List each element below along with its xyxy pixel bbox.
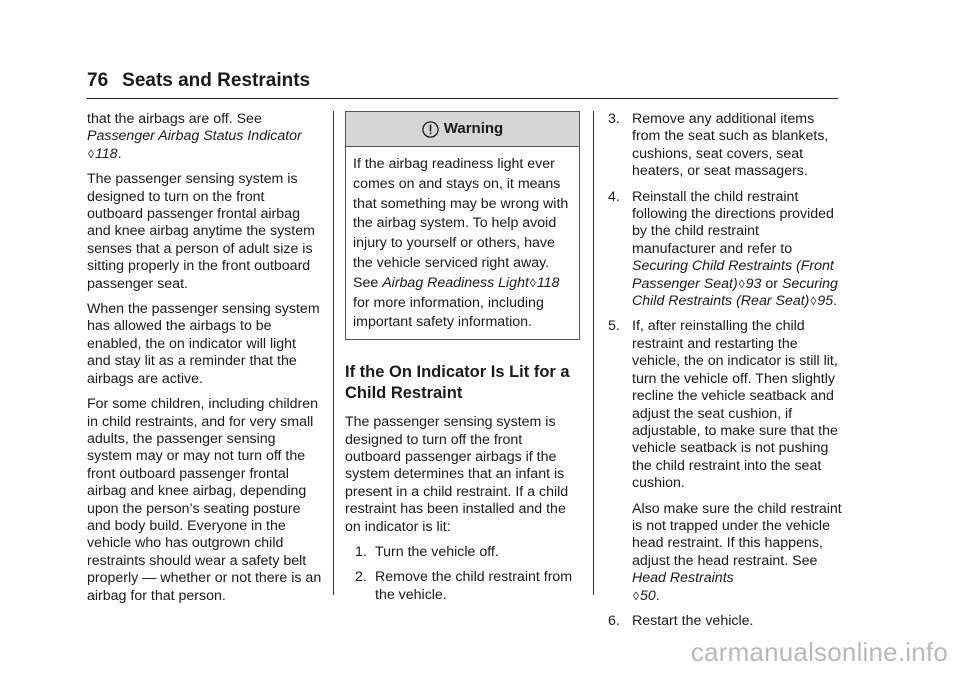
xref-airbag-readiness-light[interactable]: Airbag Readiness Light xyxy=(382,274,529,291)
warning-title: Warning xyxy=(443,120,504,138)
page-ref-number[interactable]: 50 xyxy=(639,587,656,604)
page-ref-icon: ◊ xyxy=(810,294,817,309)
paragraph-indicator-lit: When the passenger sensing system has allowed the airbags to be enabled, the on indicator will light and stay lit as a reminder that the airbags are active. xyxy=(87,301,320,387)
step-number: 5. xyxy=(608,318,620,335)
page-ref-icon: ◊ xyxy=(738,276,745,291)
page-ref-icon: ◊ xyxy=(633,588,639,603)
page-ref-icon: ◊ xyxy=(88,146,94,161)
xref-securing-rear-seat[interactable]: Securing Child Restraints (Rear Seat) xyxy=(632,275,838,310)
list-item xyxy=(608,111,844,181)
column-divider xyxy=(333,111,334,595)
step-text: Restart the vehicle. xyxy=(632,612,754,629)
xref-securing-front-seat[interactable]: Securing Child Restraints (Front Passenger Seat) xyxy=(632,258,834,292)
watermark: carmanualsonline.info xyxy=(690,637,948,667)
step-text: Reinstall the child restraint following the directions provided by the child restraint manufacturer and refer to Securing Child Restraints (Front Passenger Seat)◊93 or Securing Child Restraints (Rear Seat)◊95. xyxy=(632,188,838,310)
warning-body: If the airbag readiness light ever comes on and stays on, it means that something may be wrong with the airbag system. To help avoid injury to yourself or others, have the vehicle serviced right away. See Airbag Readiness Light◊118 for more information, including important safety information. xyxy=(353,156,569,331)
page-ref-number[interactable]: 93 xyxy=(745,275,762,292)
column-1 xyxy=(87,111,323,613)
paragraph-sensing-on: The passenger sensing system is designed to turn on the front outboard passenger frontal airbag and knee airbag anytime the system senses that a person of adult size is sitting properly in the front outboard passenger seat. xyxy=(87,171,315,292)
column-3 xyxy=(608,111,844,638)
warning-box xyxy=(345,111,580,340)
list-item xyxy=(345,569,580,604)
page-ref-number[interactable]: 118 xyxy=(536,274,560,291)
step-number: 2. xyxy=(355,569,367,586)
step-number: 4. xyxy=(608,188,620,205)
step-number: 6. xyxy=(608,612,620,629)
page-ref-number[interactable]: 95 xyxy=(817,293,834,310)
step-number: 1. xyxy=(355,544,367,561)
header-rule xyxy=(87,98,838,99)
step-text: Turn the vehicle off. xyxy=(375,544,499,561)
page-ref-icon: ◊ xyxy=(529,275,536,290)
page-number: 76 xyxy=(87,70,109,91)
column-divider xyxy=(593,111,594,595)
list-item xyxy=(345,544,580,561)
list-item xyxy=(608,613,844,630)
page-ref-number[interactable]: 118 xyxy=(94,145,118,162)
paragraph-airbags-off: that the airbags are off. See Passenger Airbag Status Indicator ◊118. xyxy=(87,111,302,162)
list-item xyxy=(608,189,844,311)
paragraph-small-children: For some children, including children in child restraints, and for very small adults, the passenger sensing system may or may not turn off the front outboard passenger frontal airbag and knee airbag, depending upon the person’s seating posture and body build. Everyone in the vehicle who has outgrown child restraints should wear a safety belt properly — whether or not there is an airbag for that person. xyxy=(87,396,322,604)
xref-head-restraints[interactable]: Head Restraints xyxy=(632,570,734,587)
paragraph-child-restraint-intro: The passenger sensing system is designed to turn off the front outboard passenger airbags if the system determines that an infant is present in a child restraint. If a child restraint has been installed and the on indicator is lit: xyxy=(345,414,569,535)
step-text: If, after reinstalling the child restraint and restarting the vehicle, the on indicator is still lit, turn the vehicle off. Then slightly recline the vehicle seatback and adjust the seat cushion, if adjustable, to make sure that the vehicle seatback is not pushing the child restraint into the seat cushion. Also make sure the child restraint is not trapped under the vehicle head restraint. If this happens, adjust the head restraint. See Head Restraints ◊50. xyxy=(632,318,842,604)
step-text: Remove any additional items from the seat such as blankets, cushions, seat covers, seat heaters, or seat massagers. xyxy=(632,111,829,180)
list-item xyxy=(608,318,844,605)
steps-list xyxy=(345,544,580,604)
page-header xyxy=(87,70,839,92)
step-text: Remove the child restraint from the vehicle. xyxy=(375,569,573,603)
column-2 xyxy=(345,111,580,612)
step-number: 3. xyxy=(608,111,620,127)
warning-triangle-icon xyxy=(422,121,439,138)
warning-header xyxy=(346,112,579,147)
xref-passenger-airbag-status[interactable]: Passenger Airbag Status Indicator xyxy=(87,128,302,145)
section-title: Seats and Restraints xyxy=(122,70,311,91)
subsection-heading: If the On Indicator Is Lit for a Child Restraint xyxy=(345,363,570,403)
